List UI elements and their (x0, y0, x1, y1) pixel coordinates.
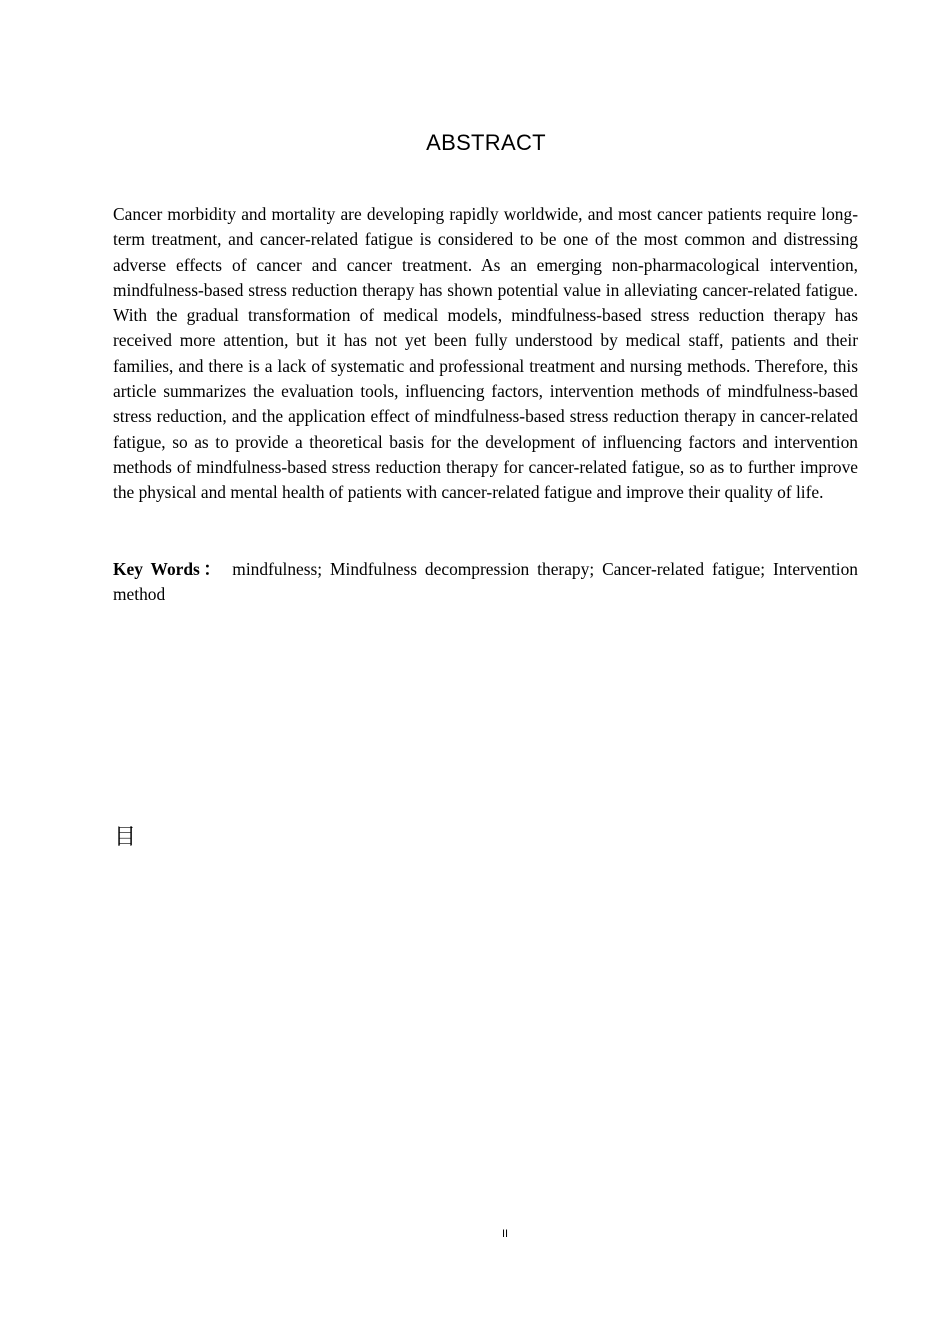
abstract-title: ABSTRACT (426, 130, 546, 155)
keywords-text: mindfulness; Mindfulness decompression therapy; Cancer-related fatigue; Intervention method (113, 559, 858, 605)
page-number: II (501, 1228, 509, 1240)
abstract-body: Cancer morbidity and mortality are developing rapidly worldwide, and most cancer patients require long-term treatment, and cancer-related fatigue is considered to be one of the most common and distressing adverse effects of cancer and cancer treatment. As an emerging non-pharmacological intervention, mindfulness-based stress reduction therapy has shown potential value in alleviating cancer-related fatigue. With the gradual transformation of medical models, mindfulness-based stress reduction therapy has received more attention, but it has not yet been fully understood by medical staff, patients and their families, and there is a lack of systematic and professional treatment and nursing methods. Therefore, this article summarizes the evaluation tools, influencing factors, intervention methods of mindfulness-based stress reduction, and the application effect of mindfulness-based stress reduction therapy in cancer-related fatigue, so as to provide a theoretical basis for the development of influencing factors and intervention methods of mindfulness-based stress reduction therapy for cancer-related fatigue, so as to further improve the physical and mental health of patients with cancer-related fatigue and improve their quality of life. (113, 204, 858, 503)
toc-heading: 目 (114, 825, 137, 850)
keywords-line (113, 557, 858, 608)
keywords-label: Key Words： (113, 559, 225, 579)
